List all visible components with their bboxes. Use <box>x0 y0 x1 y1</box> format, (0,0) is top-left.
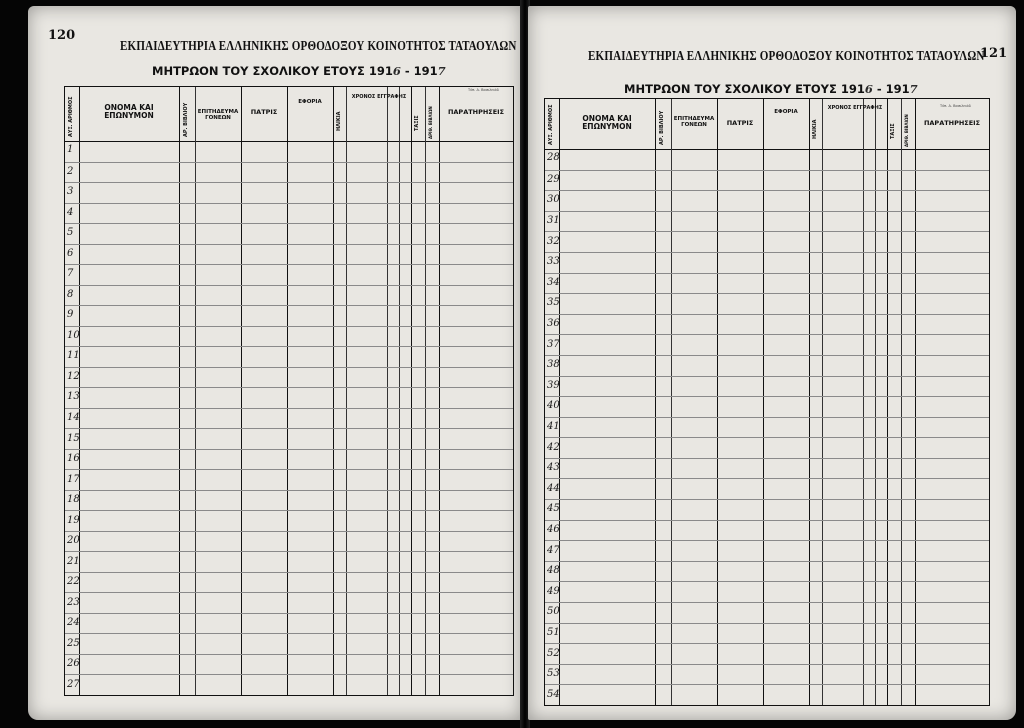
table-row <box>65 285 513 307</box>
header-class: ΤΑΞΙΣ <box>890 123 896 139</box>
page-number: 121 <box>980 46 1008 61</box>
row-number: 16 <box>67 453 80 465</box>
row-number: 1 <box>67 144 74 156</box>
table-row <box>65 428 513 450</box>
row-number: 39 <box>547 379 560 391</box>
row-number: 49 <box>547 585 560 597</box>
page-number: 120 <box>48 28 76 43</box>
register-title: ΕΚΠΑΙΔΕΥΤΗΡΙΑ ΕΛΛΗΝΙΚΗΣ ΟΡΘΟΔΟΞΟΥ ΚΟΙΝΟΤΗΤΟΣ ΤΑΤΑΟΥΛΩΝ <box>588 48 985 63</box>
header-name: ΟΝΟΜΑ ΚΑΙ ΕΠΩΝΥΜΟΝ <box>582 114 632 131</box>
register-subtitle: ΜΗΤΡΩΟΝ ΤΟΥ ΣΧΟΛΙΚΟΥ ΕΤΟΥΣ 1916 - 1917 <box>152 64 446 78</box>
table-row <box>545 540 989 562</box>
header-enrollment: ΧΡΟΝΟΣ ΕΓΓΡΑΦΗΣ <box>351 94 407 101</box>
row-number: 35 <box>547 297 560 309</box>
header-age: ΗΛΙΚΙΑ <box>336 111 342 131</box>
table-row <box>65 182 513 204</box>
row-number: 19 <box>67 514 80 526</box>
row-number: 2 <box>67 165 74 177</box>
row-number: 14 <box>67 411 80 423</box>
table-row <box>545 231 989 253</box>
row-number: 26 <box>67 658 80 670</box>
header-ephoria: ΕΦΟΡΙΑ <box>298 99 322 106</box>
table-row <box>545 252 989 274</box>
printer-mark: Τύπ. Α. Βασιλειάδ <box>468 88 499 92</box>
table-row <box>65 510 513 532</box>
table-row <box>65 264 513 286</box>
header-class: ΤΑΞΙΣ <box>414 115 420 131</box>
table-row <box>545 314 989 336</box>
row-number: 9 <box>67 309 74 321</box>
table-row <box>65 162 513 184</box>
row-number: 30 <box>547 194 560 206</box>
row-number: 4 <box>67 206 74 218</box>
row-number: 34 <box>547 276 560 288</box>
header-remarks: ΠΑΡΑΤΗΡΗΣΕΙΣ <box>923 118 981 127</box>
table-row <box>545 149 989 170</box>
row-number: 22 <box>67 576 80 588</box>
row-number: 38 <box>547 359 560 371</box>
row-number: 32 <box>547 235 560 247</box>
table-row <box>545 643 989 665</box>
printer-mark: Τύπ. Α. Βασιλειάδ <box>940 104 971 108</box>
header-aux-number: ΑΥΞ. ΑΡΙΘΜΟΣ <box>68 96 74 137</box>
table-row <box>65 613 513 635</box>
table-row <box>545 581 989 603</box>
header-age: ΗΛΙΚΙΑ <box>812 119 818 139</box>
right-page <box>528 6 1016 720</box>
table-row <box>65 203 513 225</box>
row-number: 3 <box>67 186 74 198</box>
row-number: 47 <box>547 544 560 556</box>
row-number: 11 <box>67 350 80 362</box>
table-row <box>545 355 989 377</box>
table-row <box>65 346 513 368</box>
table-row <box>65 633 513 655</box>
register-title: ΕΚΠΑΙΔΕΥΤΗΡΙΑ ΕΛΛΗΝΙΚΗΣ ΟΡΘΟΔΟΞΟΥ ΚΟΙΝΟΤΗΤΟΣ ΤΑΤΑΟΥΛΩΝ <box>120 38 517 53</box>
register-subtitle: ΜΗΤΡΩΟΝ ΤΟΥ ΣΧΟΛΙΚΟΥ ΕΤΟΥΣ 1916 - 1917 <box>624 82 918 96</box>
table-row <box>65 367 513 389</box>
table-row <box>65 654 513 676</box>
table-row <box>65 408 513 430</box>
header-books: ΑΡΙΘ. ΒΙΒΛΙΩΝ <box>904 114 909 147</box>
header-ephoria: ΕΦΟΡΙΑ <box>774 109 798 116</box>
header-register-no: ΑΡ. ΒΙΒΛΙΟΥ <box>659 110 665 145</box>
row-number: 48 <box>547 565 560 577</box>
table-row <box>65 551 513 573</box>
row-number: 17 <box>67 473 80 485</box>
row-number: 10 <box>67 329 80 341</box>
table-row <box>65 674 513 696</box>
table-row <box>65 592 513 614</box>
row-number: 6 <box>67 247 74 259</box>
row-number: 5 <box>67 227 74 239</box>
row-number: 52 <box>547 647 560 659</box>
row-number: 21 <box>67 555 80 567</box>
table-row <box>65 490 513 512</box>
table-row <box>65 223 513 245</box>
row-number: 24 <box>67 617 80 629</box>
table-row <box>545 273 989 295</box>
row-number: 15 <box>67 432 80 444</box>
header-name: ΟΝΟΜΑ ΚΑΙ ΕΠΩΝΥΜΟΝ <box>104 103 154 120</box>
row-number: 13 <box>67 391 80 403</box>
header-books: ΑΡΙΘ. ΒΙΒΛΙΩΝ <box>428 106 433 139</box>
row-number: 46 <box>547 523 560 535</box>
table-row <box>545 623 989 645</box>
row-number: 33 <box>547 256 560 268</box>
row-number: 28 <box>547 152 560 164</box>
table-row <box>545 561 989 583</box>
row-number: 7 <box>67 268 74 280</box>
table-row <box>545 211 989 233</box>
table-row <box>545 499 989 521</box>
table-row <box>65 305 513 327</box>
header-remarks: ΠΑΡΑΤΗΡΗΣΕΙΣ <box>447 107 505 116</box>
row-number: 23 <box>67 596 80 608</box>
row-number: 36 <box>547 318 560 330</box>
table-row <box>545 334 989 356</box>
table-row <box>545 417 989 439</box>
row-number: 20 <box>67 535 80 547</box>
table-row <box>545 190 989 212</box>
table-row <box>65 449 513 471</box>
row-number: 50 <box>547 606 560 618</box>
row-number: 37 <box>547 338 560 350</box>
row-number: 53 <box>547 668 560 680</box>
header-homeland: ΠΑΤΡΙΣ <box>250 107 278 116</box>
row-number: 27 <box>67 678 80 690</box>
row-number: 42 <box>547 441 560 453</box>
header-homeland: ΠΑΤΡΙΣ <box>726 118 754 127</box>
row-number: 41 <box>547 420 560 432</box>
row-number: 8 <box>67 288 74 300</box>
header-register-no: ΑΡ. ΒΙΒΛΙΟΥ <box>183 102 189 137</box>
row-number: 43 <box>547 462 560 474</box>
row-number: 25 <box>67 637 80 649</box>
left-page <box>28 6 522 720</box>
table-row <box>545 664 989 686</box>
table-row <box>545 396 989 418</box>
table-row <box>65 572 513 594</box>
row-number: 40 <box>547 400 560 412</box>
table-row <box>545 170 989 192</box>
row-number: 18 <box>67 494 80 506</box>
table-row <box>545 684 989 706</box>
row-number: 29 <box>547 173 560 185</box>
table-row <box>65 141 513 162</box>
table-row <box>545 458 989 480</box>
row-number: 44 <box>547 482 560 494</box>
table-row <box>65 244 513 266</box>
row-number: 31 <box>547 215 560 227</box>
row-number: 51 <box>547 626 560 638</box>
table-row <box>65 469 513 491</box>
row-number: 45 <box>547 503 560 515</box>
header-occupation: ΕΠΙΤΗΔΕΥΜΑ ΓΟΝΕΩΝ <box>197 109 239 121</box>
table-row <box>545 437 989 459</box>
table-row <box>545 602 989 624</box>
table-row <box>65 326 513 348</box>
header-occupation: ΕΠΙΤΗΔΕΥΜΑ ΓΟΝΕΩΝ <box>673 116 715 128</box>
header-enrollment: ΧΡΟΝΟΣ ΕΓΓΡΑΦΗΣ <box>827 105 883 112</box>
table-row <box>65 531 513 553</box>
table-row <box>545 520 989 542</box>
register-table <box>544 98 990 706</box>
table-row <box>65 387 513 409</box>
table-row <box>545 293 989 315</box>
row-number: 54 <box>547 688 560 700</box>
table-row <box>545 478 989 500</box>
table-row <box>545 376 989 398</box>
row-number: 12 <box>67 370 80 382</box>
register-table <box>64 86 514 696</box>
header-aux-number: ΑΥΞ. ΑΡΙΘΜΟΣ <box>548 104 554 145</box>
